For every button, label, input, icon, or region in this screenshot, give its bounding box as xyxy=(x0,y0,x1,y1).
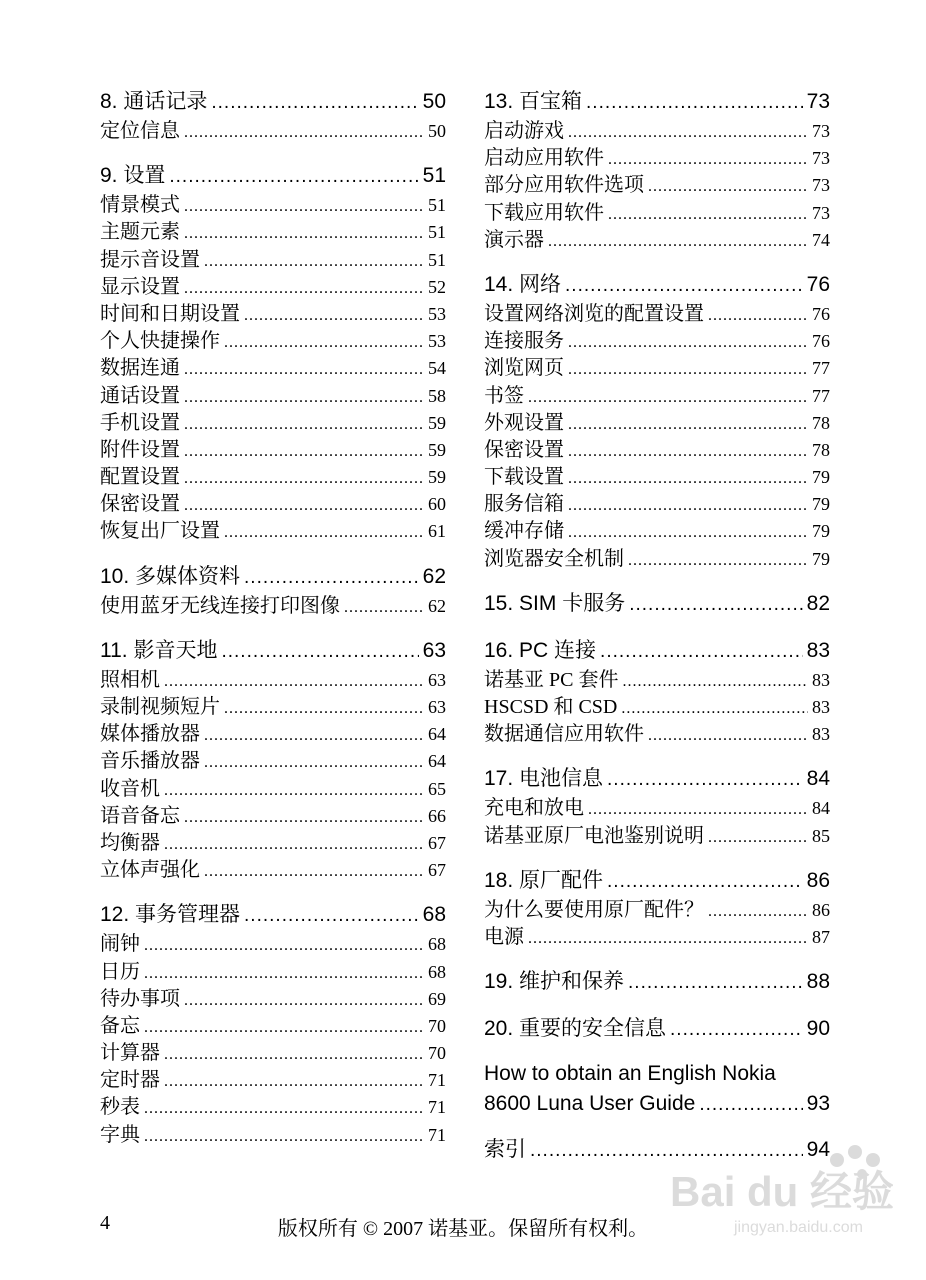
toc-page-number: 67 xyxy=(428,860,446,881)
toc-chapter-heading[interactable] xyxy=(100,634,446,667)
dot-leader xyxy=(600,635,803,668)
toc-entry[interactable] xyxy=(484,145,830,172)
toc-entry-title: 12. 事务管理器 xyxy=(100,903,241,927)
toc-page-number: 63 xyxy=(428,697,446,717)
dot-leader xyxy=(568,356,808,383)
toc-entry-title: 缓冲存储 xyxy=(484,520,564,543)
toc-entry[interactable] xyxy=(100,1122,446,1149)
toc-page-number: 83 xyxy=(812,697,830,717)
toc-entry[interactable] xyxy=(100,593,446,620)
toc-page-number: 79 xyxy=(812,494,830,515)
toc-entry[interactable] xyxy=(484,795,830,822)
toc-entry[interactable] xyxy=(484,301,830,328)
toc-page-number: 68 xyxy=(422,903,446,927)
dot-leader xyxy=(708,898,808,925)
dot-leader xyxy=(548,228,808,255)
toc-entry-title: 通话设置 xyxy=(100,384,180,407)
toc-entry-title: 个人快捷操作 xyxy=(100,330,220,353)
toc-entry-title: 手机设置 xyxy=(100,411,180,434)
toc-page-number: 68 xyxy=(428,961,446,982)
toc-entry[interactable] xyxy=(100,1067,446,1094)
toc-section xyxy=(484,864,830,951)
dot-leader xyxy=(244,302,424,329)
toc-entry-title: 数据连通 xyxy=(100,357,180,380)
toc-section xyxy=(484,268,830,573)
dot-leader xyxy=(565,269,803,302)
toc-page-number: 61 xyxy=(428,521,446,542)
toc-entry-title: 13. 百宝箱 xyxy=(484,90,583,113)
dot-leader xyxy=(568,519,808,546)
toc-entry[interactable] xyxy=(100,830,446,857)
toc-entry-title: 均衡器 xyxy=(100,831,160,854)
dot-leader xyxy=(629,588,802,621)
toc-entry[interactable] xyxy=(100,464,446,491)
dot-leader xyxy=(568,411,808,438)
dot-leader xyxy=(169,160,418,193)
toc-entry[interactable] xyxy=(484,491,830,518)
toc-entry[interactable] xyxy=(100,355,446,382)
toc-entry[interactable] xyxy=(484,410,830,437)
toc-section xyxy=(484,85,830,254)
toc-entry-title: 8600 Luna User Guide xyxy=(484,1092,696,1116)
toc-page-number: 83 xyxy=(812,669,830,690)
toc-entry-title: 计算器 xyxy=(100,1042,160,1065)
toc-page-number: 62 xyxy=(428,595,446,616)
dot-leader xyxy=(622,668,808,695)
toc-chapter-heading[interactable] xyxy=(484,965,830,998)
dot-leader xyxy=(708,824,808,851)
dot-leader xyxy=(607,865,803,898)
toc-chapter-heading[interactable] xyxy=(484,85,830,118)
toc-entry[interactable] xyxy=(100,959,446,986)
toc-entry-title: 演示器 xyxy=(484,228,544,251)
toc-entry-title: 充电和放电 xyxy=(484,797,584,820)
toc-page-number: 84 xyxy=(812,798,830,819)
toc-entry-title: 设置网络浏览的配置设置 xyxy=(484,302,704,325)
toc-section xyxy=(100,85,446,145)
toc-entry[interactable] xyxy=(484,667,830,694)
toc-page-number: 74 xyxy=(812,229,830,250)
toc-entry-title: 配置设置 xyxy=(100,466,180,489)
toc-entry-title: 待办事项 xyxy=(100,987,180,1010)
toc-page-number: 76 xyxy=(806,272,830,296)
dot-leader xyxy=(144,1123,424,1150)
toc-page-number: 59 xyxy=(428,412,446,433)
toc-section xyxy=(100,560,446,620)
toc-page-number: 63 xyxy=(428,669,446,690)
dot-leader xyxy=(344,594,424,621)
toc-entry-title: 索引 xyxy=(484,1138,526,1162)
toc-entry-title: 下载应用软件 xyxy=(484,201,604,224)
dot-leader xyxy=(244,561,419,594)
toc-entry-title: 11. 影音天地 xyxy=(100,638,218,662)
dot-leader xyxy=(144,960,424,987)
toc-entry[interactable] xyxy=(484,200,830,227)
toc-entry[interactable] xyxy=(100,721,446,748)
toc-page-number: 62 xyxy=(422,564,446,588)
toc-page-number: 79 xyxy=(812,548,830,569)
toc-entry-title: 14. 网络 xyxy=(484,272,562,296)
toc-entry-title: 书签 xyxy=(484,384,524,407)
toc-entry-title: 字典 xyxy=(100,1123,140,1146)
toc-page-number: 78 xyxy=(812,412,830,433)
toc-chapter-heading[interactable] xyxy=(100,898,446,931)
toc-entry-title: 主题元素 xyxy=(100,221,180,244)
page-number: 4 xyxy=(100,1212,110,1234)
dot-leader xyxy=(144,932,424,959)
toc-entry-title: 定位信息 xyxy=(100,120,180,142)
toc-page-number: 88 xyxy=(806,970,830,994)
toc-page-number: 59 xyxy=(428,439,446,460)
toc-entry[interactable] xyxy=(100,328,446,355)
toc-entry[interactable] xyxy=(100,274,446,301)
dot-leader xyxy=(568,492,808,519)
dot-leader xyxy=(184,220,424,247)
toc-page-number: 65 xyxy=(428,778,446,799)
toc-entry[interactable] xyxy=(484,823,830,850)
toc-chapter-heading[interactable]: How to obtain an English Nokia xyxy=(484,1062,776,1086)
toc-entry[interactable] xyxy=(484,546,830,573)
toc-entry-title: 提示音设置 xyxy=(100,248,200,271)
toc-entry-title: 录制视频短片 xyxy=(100,696,220,718)
toc-page-number: 64 xyxy=(428,751,446,772)
toc-page-number: 94 xyxy=(806,1138,830,1162)
toc-entry[interactable] xyxy=(100,219,446,246)
toc-entry[interactable] xyxy=(484,383,830,410)
toc-entry[interactable] xyxy=(100,192,446,219)
toc-entry-title: 17. 电池信息 xyxy=(484,767,604,791)
toc-entry-title: 20. 重要的安全信息 xyxy=(484,1017,667,1041)
dot-leader xyxy=(670,1013,803,1046)
toc-entry-title: 恢复出厂设置 xyxy=(100,520,220,543)
toc-entry[interactable] xyxy=(484,518,830,545)
toc-page-number: 69 xyxy=(428,988,446,1009)
toc-entry-title: 外观设置 xyxy=(484,411,564,434)
dot-leader xyxy=(568,465,808,492)
dot-leader xyxy=(244,899,419,932)
dot-leader xyxy=(608,146,808,173)
toc-page-number: 59 xyxy=(428,467,446,488)
toc-entry[interactable] xyxy=(484,328,830,355)
toc-page-number: 76 xyxy=(812,331,830,352)
toc-entry[interactable] xyxy=(100,1013,446,1040)
toc-page-number: 79 xyxy=(812,467,830,488)
toc-entry[interactable] xyxy=(484,118,830,145)
toc-entry-title: 19. 维护和保养 xyxy=(484,970,625,994)
toc-chapter-heading[interactable] xyxy=(100,159,446,192)
dot-leader xyxy=(568,329,808,356)
dot-leader xyxy=(184,356,424,383)
toc-entry-title: 浏览网页 xyxy=(484,357,564,380)
toc-entry-title: 收音机 xyxy=(100,777,160,800)
toc-page-number: 64 xyxy=(428,724,446,745)
dot-leader xyxy=(568,438,808,465)
toc-page-number: 86 xyxy=(812,899,830,920)
toc-entry[interactable] xyxy=(100,748,446,775)
toc-entry-title: 显示设置 xyxy=(100,275,180,298)
toc-right-column xyxy=(484,85,830,1180)
toc-entry-title: 语音备忘 xyxy=(100,804,180,827)
dot-leader xyxy=(164,1041,424,1068)
watermark-url: jingyan.baidu.com xyxy=(734,1219,863,1236)
dot-leader xyxy=(528,925,808,952)
toc-entry-title: 启动游戏 xyxy=(484,120,564,142)
toc-page-number: 71 xyxy=(428,1070,446,1091)
toc-entry[interactable] xyxy=(100,118,446,145)
toc-entry-title: 备忘 xyxy=(100,1014,140,1037)
toc-page-number: 54 xyxy=(428,358,446,379)
toc-page-number: 87 xyxy=(812,926,830,947)
dot-leader xyxy=(528,384,808,411)
toc-chapter-heading[interactable] xyxy=(484,268,830,301)
dot-leader xyxy=(221,635,418,668)
toc-entry[interactable] xyxy=(100,1040,446,1067)
watermark-brand: Bai du 经验 xyxy=(670,1168,895,1215)
dot-leader xyxy=(224,519,424,546)
dot-leader xyxy=(648,722,808,749)
toc-entry[interactable] xyxy=(484,897,830,924)
toc-entry[interactable] xyxy=(484,464,830,491)
toc-entry[interactable] xyxy=(100,1094,446,1121)
toc-chapter-heading[interactable] xyxy=(484,587,830,620)
toc-page-number: 83 xyxy=(806,638,830,662)
dot-leader xyxy=(588,796,808,823)
toc-entry-title: 时间和日期设置 xyxy=(100,302,240,325)
toc-entry-title: 下载设置 xyxy=(484,466,564,489)
copyright-notice: 版权所有 © 2007 诺基亚。保留所有权利。 xyxy=(277,1218,649,1240)
toc-page-number: 85 xyxy=(812,825,830,846)
dot-leader xyxy=(708,302,808,329)
toc-page-number: 53 xyxy=(428,331,446,352)
toc-page-number: 60 xyxy=(428,494,446,515)
toc-entry[interactable] xyxy=(100,410,446,437)
toc-section xyxy=(100,159,446,545)
toc-page-number: 68 xyxy=(428,934,446,955)
dot-leader xyxy=(648,173,808,200)
toc-chapter-heading[interactable] xyxy=(100,85,446,118)
dot-leader xyxy=(184,987,424,1014)
toc-entry-title: 浏览器安全机制 xyxy=(484,547,624,570)
dot-leader xyxy=(184,384,424,411)
dot-leader xyxy=(224,329,424,356)
dot-leader xyxy=(164,777,424,804)
toc-page-number: 66 xyxy=(428,805,446,826)
toc-entry-title: 保密设置 xyxy=(100,493,180,516)
dot-leader xyxy=(607,763,803,796)
dot-leader xyxy=(621,695,808,722)
toc-chapter-heading[interactable] xyxy=(484,1012,830,1045)
toc-page-number: 71 xyxy=(428,1097,446,1118)
toc-entry[interactable] xyxy=(100,986,446,1013)
toc-entry-title: 数据通信应用软件 xyxy=(484,723,644,746)
toc-page-number: 53 xyxy=(428,303,446,324)
toc-page-number: 78 xyxy=(812,439,830,460)
toc-entry-title: 情景模式 xyxy=(100,194,180,217)
toc-page-number: 77 xyxy=(812,385,830,406)
dot-leader xyxy=(184,275,424,302)
dot-leader xyxy=(568,119,808,146)
toc-entry[interactable] xyxy=(100,931,446,958)
dot-leader xyxy=(184,465,424,492)
toc-page-number: 67 xyxy=(428,832,446,853)
dot-leader xyxy=(224,695,424,722)
toc-entry[interactable] xyxy=(100,667,446,694)
toc-section xyxy=(484,1059,830,1119)
baidu-jingyan-watermark xyxy=(662,1136,912,1246)
toc-entry-title: 启动应用软件 xyxy=(484,147,604,170)
toc-entry[interactable] xyxy=(484,172,830,199)
toc-chapter-heading[interactable] xyxy=(484,762,830,795)
toc-entry[interactable] xyxy=(484,227,830,254)
toc-entry-title: 音乐播放器 xyxy=(100,750,200,773)
toc-section xyxy=(484,1012,830,1045)
toc-section xyxy=(100,634,446,885)
toc-entry-title: 15. SIM 卡服务 xyxy=(484,591,626,615)
toc-section xyxy=(484,965,830,998)
toc-section xyxy=(484,634,830,749)
toc-entry[interactable] xyxy=(484,437,830,464)
dot-leader xyxy=(699,1090,802,1120)
toc-entry-title: 电源 xyxy=(484,925,524,948)
toc-entry[interactable] xyxy=(100,518,446,545)
toc-entry[interactable] xyxy=(100,491,446,518)
toc-entry[interactable] xyxy=(100,247,446,274)
toc-page-number: 79 xyxy=(812,521,830,542)
dot-leader xyxy=(204,858,424,885)
toc-entry[interactable] xyxy=(100,383,446,410)
toc-entry[interactable] xyxy=(100,437,446,464)
toc-page-number: 70 xyxy=(428,1043,446,1064)
toc-left-column xyxy=(100,85,446,1163)
toc-entry-title: 秒表 xyxy=(100,1096,140,1119)
toc-entry-title: 立体声强化 xyxy=(100,859,200,882)
toc-section xyxy=(484,587,830,620)
toc-section xyxy=(484,762,830,849)
dot-leader xyxy=(164,1068,424,1095)
toc-entry-title: 服务信箱 xyxy=(484,493,564,516)
toc-page-number: 76 xyxy=(812,303,830,324)
toc-page-number: 93 xyxy=(806,1092,830,1116)
toc-entry-title: 诺基亚原厂电池鉴别说明 xyxy=(484,824,704,847)
toc-entry-title: 18. 原厂配件 xyxy=(484,868,604,892)
toc-page-number: 58 xyxy=(428,385,446,406)
toc-entry-title: 闹钟 xyxy=(100,933,140,956)
toc-chapter-heading[interactable] xyxy=(484,634,830,667)
toc-entry-title: 定时器 xyxy=(100,1069,160,1092)
toc-page-number: 51 xyxy=(422,164,446,188)
toc-page-number: 86 xyxy=(806,868,830,892)
toc-chapter-heading[interactable] xyxy=(484,1089,830,1119)
toc-page-number: 77 xyxy=(812,358,830,379)
dot-leader xyxy=(184,193,424,220)
toc-entry-title: 8. 通话记录 xyxy=(100,90,208,113)
toc-page-number: 50 xyxy=(428,121,446,141)
toc-page-number: 71 xyxy=(428,1124,446,1145)
toc-entry-title: 10. 多媒体资料 xyxy=(100,564,241,588)
toc-page-number: 84 xyxy=(806,767,830,791)
toc-entry-title: 连接服务 xyxy=(484,330,564,353)
dot-leader xyxy=(204,722,424,749)
toc-page-number: 51 xyxy=(428,249,446,270)
dot-leader xyxy=(608,201,808,228)
toc-page-number: 73 xyxy=(812,148,830,169)
toc-chapter-heading[interactable] xyxy=(100,560,446,593)
toc-page-number: 73 xyxy=(806,90,830,113)
toc-entry-title: 照相机 xyxy=(100,668,160,691)
toc-page-number: 83 xyxy=(812,724,830,745)
toc-entry[interactable] xyxy=(484,721,830,748)
toc-entry[interactable] xyxy=(484,924,830,951)
toc-chapter-heading[interactable] xyxy=(484,864,830,897)
dot-leader xyxy=(204,248,424,275)
toc-entry-title: 诺基亚 PC 套件 xyxy=(484,668,619,691)
toc-page-number: 50 xyxy=(422,90,446,113)
toc-page-number: 90 xyxy=(806,1017,830,1041)
toc-entry[interactable] xyxy=(484,355,830,382)
dot-leader xyxy=(144,1014,424,1041)
dot-leader xyxy=(628,547,808,574)
dot-leader xyxy=(164,831,424,858)
dot-leader xyxy=(586,86,803,119)
dot-leader xyxy=(211,86,418,119)
toc-entry[interactable] xyxy=(100,803,446,830)
dot-leader xyxy=(184,804,424,831)
toc-page-number: 52 xyxy=(428,276,446,297)
toc-section xyxy=(100,898,446,1149)
toc-entry[interactable] xyxy=(100,857,446,884)
toc-page-number: 51 xyxy=(428,195,446,216)
toc-entry[interactable] xyxy=(100,301,446,328)
dot-leader xyxy=(204,749,424,776)
toc-entry[interactable] xyxy=(484,694,830,721)
toc-page-number: 82 xyxy=(806,591,830,615)
dot-leader xyxy=(184,492,424,519)
toc-page-number: 73 xyxy=(812,121,830,141)
toc-entry-title: 9. 设置 xyxy=(100,164,166,188)
dot-leader xyxy=(144,1095,424,1122)
dot-leader xyxy=(184,411,424,438)
toc-entry-title: HSCSD 和 CSD xyxy=(484,696,618,718)
dot-leader xyxy=(164,668,424,695)
toc-entry-title: 为什么要使用原厂配件？ xyxy=(484,898,704,921)
dot-leader xyxy=(184,119,424,146)
toc-entry-title: 使用蓝牙无线连接打印图像 xyxy=(100,594,340,617)
dot-leader xyxy=(628,966,803,999)
toc-entry-title: 部分应用软件选项 xyxy=(484,174,644,197)
toc-page-number: 63 xyxy=(422,638,446,662)
toc-entry-title: 保密设置 xyxy=(484,438,564,461)
toc-entry-title: 媒体播放器 xyxy=(100,723,200,746)
toc-entry[interactable] xyxy=(100,694,446,721)
toc-page-number: 73 xyxy=(812,175,830,196)
toc-entry[interactable] xyxy=(100,776,446,803)
toc-entry-title: 16. PC 连接 xyxy=(484,638,597,662)
toc-page-number: 70 xyxy=(428,1015,446,1036)
dot-leader xyxy=(184,438,424,465)
toc-page-number: 51 xyxy=(428,222,446,243)
toc-entry-title: 附件设置 xyxy=(100,438,180,461)
toc-page-number: 73 xyxy=(812,202,830,223)
toc-entry-title: 日历 xyxy=(100,960,140,983)
